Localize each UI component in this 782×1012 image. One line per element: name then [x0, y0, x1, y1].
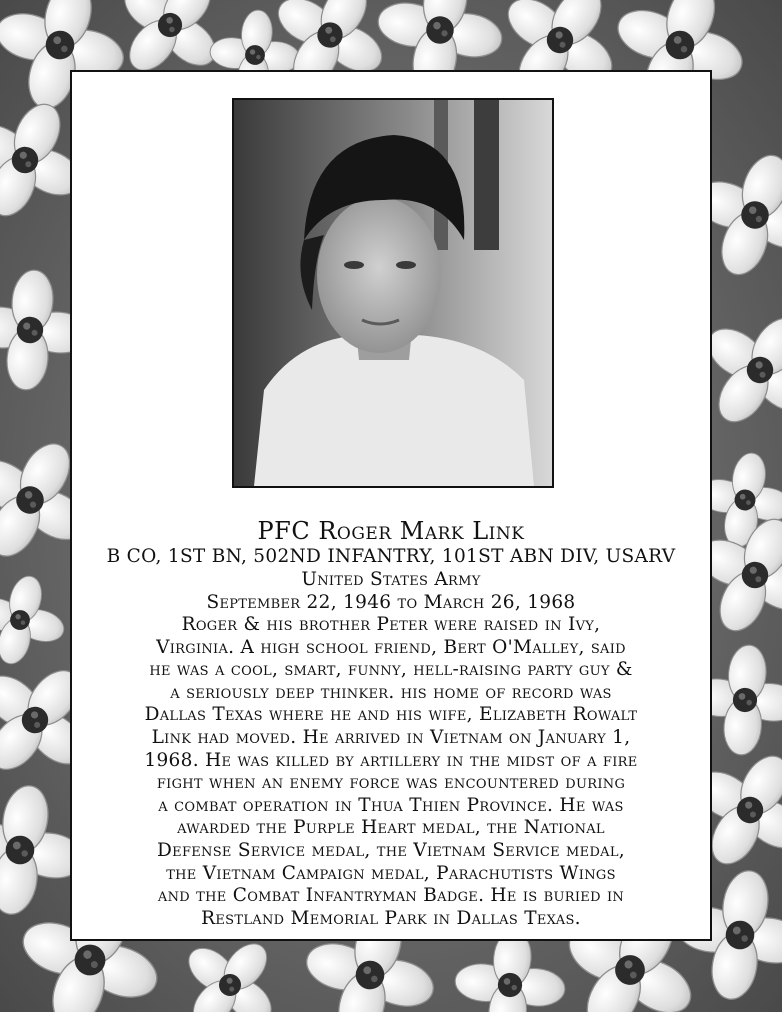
portrait-photo [232, 98, 554, 488]
bio-line: Restland Memorial Park in Dallas Texas. [201, 907, 581, 929]
bio-line: a seriously deep thinker. his home of record was [170, 681, 612, 703]
unit-designation: B CO, 1ST BN, 502ND INFANTRY, 101ST ABN DIV, USARV [106, 546, 676, 567]
service-branch: United States Army [301, 569, 481, 590]
bio-line: he was a cool, smart, funny, hell-raising party guy & [149, 659, 633, 681]
biography [86, 614, 696, 930]
bio-line: Virginia. A high school friend, Bert O'Malley, said [156, 636, 626, 658]
bio-line: Link had moved. He arrived in Vietnam on January 1, [151, 726, 631, 748]
bio-line: the Vietnam Campaign medal, Parachutists Wings [166, 862, 616, 884]
bio-line: and the Combat Infantryman Badge. He is buried in [157, 885, 625, 907]
life-dates: September 22, 1946 to March 26, 1968 [206, 592, 576, 613]
memorial-panel [70, 70, 712, 941]
bio-line: Dallas Texas where he and his wife, Elizabeth Rowalt [144, 704, 638, 726]
bio-line: a combat operation in Thua Thien Province. He was [158, 794, 624, 816]
bio-line: fight when an enemy force was encountered during [156, 772, 626, 794]
soldier-name: PFC Roger Mark Link [257, 517, 525, 545]
bio-line: 1968. He was killed by artillery in the midst of a fire [144, 749, 638, 771]
bio-line: Roger & his brother Peter were raised in Ivy, [181, 614, 601, 635]
bio-line: Defense Service medal, the Vietnam Service medal, [157, 839, 625, 861]
memorial-text [86, 518, 696, 930]
bio-line: awarded the Purple Heart medal, the National [177, 817, 605, 839]
